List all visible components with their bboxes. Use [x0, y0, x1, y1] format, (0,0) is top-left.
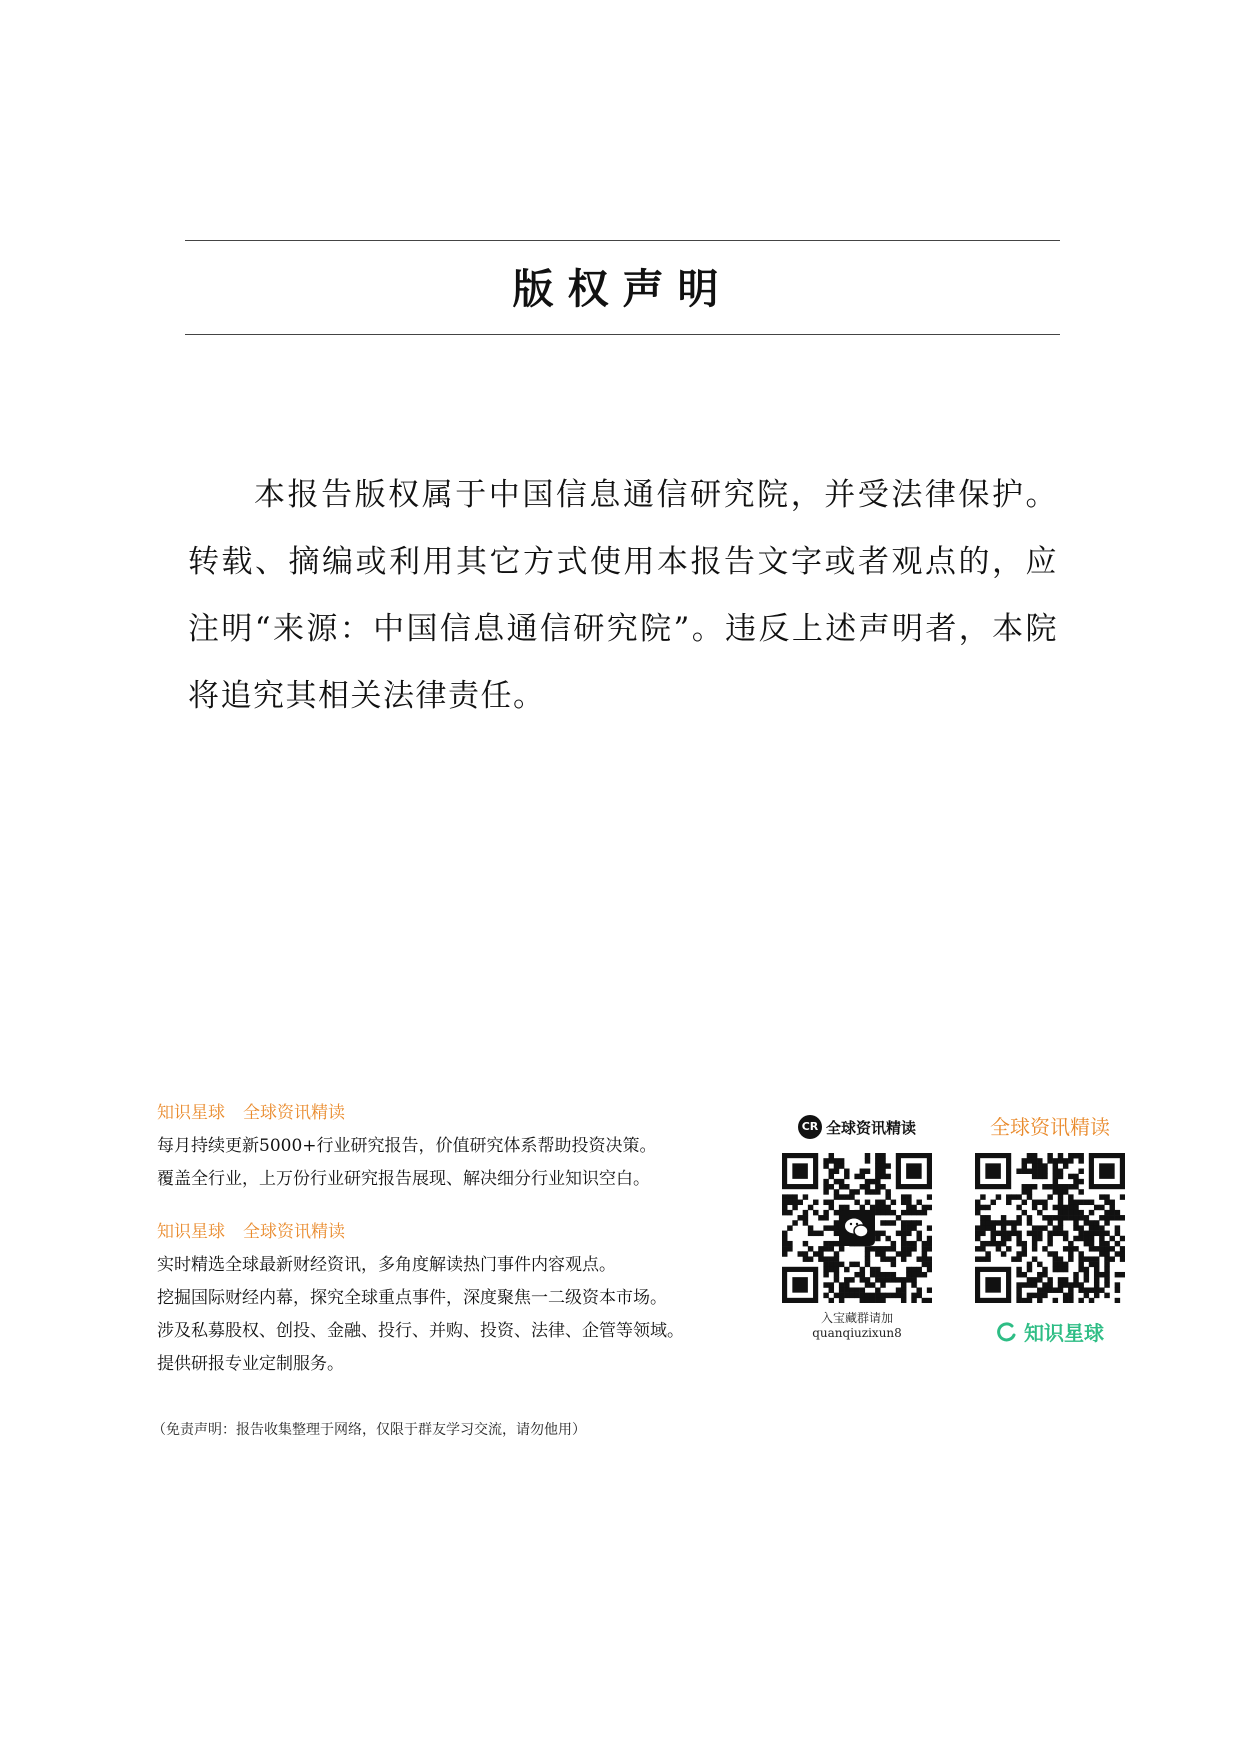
- zsxq-brand-icon: [996, 1321, 1018, 1343]
- promo-heading-1: [157, 1097, 757, 1130]
- brand-logo: [782, 1105, 932, 1149]
- qr-block-zsxq: [975, 1105, 1125, 1346]
- qr-caption: [782, 1311, 932, 1341]
- logo-text: 全球资讯精读: [826, 1118, 917, 1137]
- zsxq-logo: [975, 1317, 1125, 1346]
- promo-line: 每月持续更新5000+行业研究报告，价值研究体系帮助投资决策。: [157, 1136, 657, 1156]
- promo-line: 挖掘国际财经内幕，探究全球重点事件，深度聚焦一二级资本市场。: [157, 1288, 667, 1308]
- qr-caption-line2: quanqiuzixun8: [812, 1326, 902, 1340]
- promo-line: 实时精选全球最新财经资讯，多角度解读热门事件内容观点。: [157, 1255, 616, 1275]
- wechat-icon: [839, 1210, 875, 1246]
- logo-mark: CR: [798, 1115, 822, 1139]
- promo-heading-left: 知识星球: [157, 1103, 225, 1123]
- title-top-rule: [185, 240, 1060, 241]
- page-title: 版权声明: [512, 265, 733, 313]
- zsxq-brand-name: 知识星球: [1024, 1321, 1104, 1345]
- promo-block-1: [157, 1097, 757, 1196]
- promo-line: 提供研报专业定制服务。: [157, 1354, 344, 1374]
- qr-code-pattern: [975, 1153, 1125, 1303]
- promo-block-2: [157, 1216, 757, 1381]
- title-bottom-rule: [185, 334, 1060, 335]
- copyright-paragraph: 本报告版权属于中国信息通信研究院，并受法律保护。转载、摘编或利用其它方式使用本报告文字或者观点的，应注明“来源：中国信息通信研究院”。违反上述声明者，本院将追究其相关法律责任。: [188, 477, 1058, 714]
- promo-heading-right: 全球资讯精读: [243, 1222, 345, 1242]
- qr-title: 全球资讯精读: [990, 1115, 1110, 1139]
- promo-line: 涉及私募股权、创投、金融、投行、并购、投资、法律、企管等领域。: [157, 1321, 684, 1341]
- promo-heading-2: [157, 1216, 757, 1249]
- wechat-qr-code[interactable]: [782, 1153, 932, 1303]
- qr-caption-line1: 入宝藏群请加: [820, 1311, 893, 1325]
- qr-block-wechat: [782, 1105, 932, 1341]
- promo-line: 覆盖全行业，上万份行业研究报告展现、解决细分行业知识空白。: [157, 1169, 650, 1189]
- zsxq-qr-code[interactable]: [975, 1153, 1125, 1303]
- promo-heading-left: 知识星球: [157, 1222, 225, 1242]
- disclaimer: （免责声明：报告收集整理于网络，仅限于群友学习交流，请勿他用）: [152, 1422, 586, 1438]
- promo-heading-right: 全球资讯精读: [243, 1103, 345, 1123]
